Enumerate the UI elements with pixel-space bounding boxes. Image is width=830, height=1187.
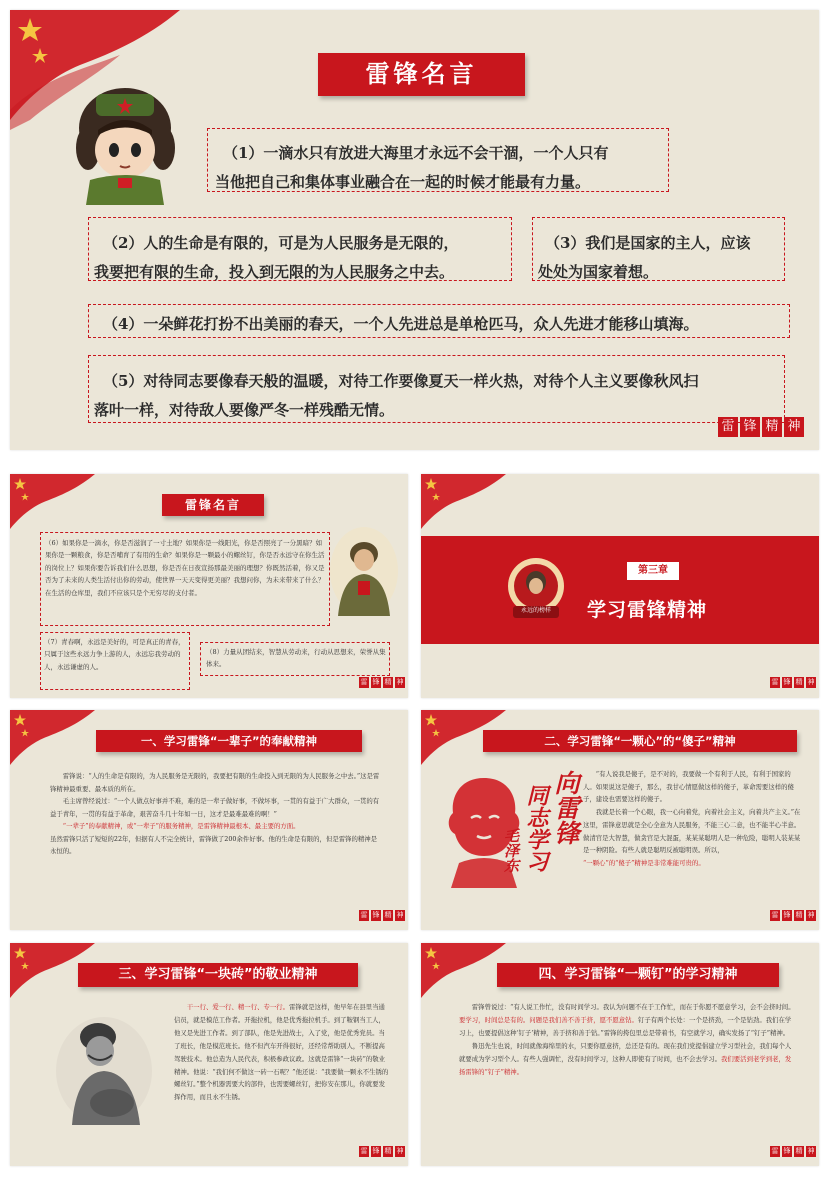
- lei-feng-spirit-tag: [770, 910, 816, 921]
- tag-char: 精: [384, 1147, 392, 1155]
- lei-feng-spirit-tag: [770, 677, 816, 688]
- slide-1: [10, 10, 819, 450]
- slide-title: 雷锋名言: [162, 494, 264, 516]
- tag-char: 神: [807, 678, 815, 686]
- paragraph: [459, 1001, 797, 1040]
- quote-5-line-1: （5）对待同志要像春天般的温暖，对待工作要像夏天一样火热，对待个人主义要像秋风扫: [103, 372, 699, 390]
- tag-char: 神: [396, 911, 404, 919]
- tag-char: 锋: [783, 1147, 791, 1155]
- chapter-band: [421, 536, 819, 644]
- quote-8: （8）力量从团结来，智慧从劳动来，行动从思想来，荣誉从集体来。: [206, 648, 386, 669]
- slide-title: 三、学习雷锋“一块砖”的敬业精神: [78, 963, 358, 987]
- tag-char: 锋: [372, 1147, 380, 1155]
- tag-char: 精: [384, 911, 392, 919]
- tag-char: 雷: [360, 1147, 368, 1155]
- tag-char: 神: [784, 417, 804, 437]
- lei-feng-badge-emblem: [505, 552, 567, 628]
- calligraphy-line: 毛泽东: [502, 828, 520, 873]
- slide-title: 二、学习雷锋“一颗心”的“傻子”精神: [483, 730, 797, 752]
- paragraph: 雷锋说：“人的生命是有限的，为人民服务是无限的，我要把有限的生命投入到无限的为人民服务之中去。”这是雷锋精神最重要、最本质的所在。: [50, 772, 380, 793]
- red-flag-corner-decoration: [10, 474, 100, 534]
- red-flag-corner-decoration: [421, 474, 511, 534]
- slide-4-body: [50, 770, 380, 858]
- lei-feng-spirit-tag: [770, 1146, 816, 1157]
- tag-char: 雷: [360, 678, 368, 686]
- tag-char: 雷: [771, 1147, 779, 1155]
- slide-title: 四、学习雷锋“一颗钉”的学习精神: [497, 963, 779, 987]
- slide-2: [10, 474, 408, 698]
- red-flag-corner-decoration: [10, 710, 100, 770]
- tag-char: 神: [396, 678, 404, 686]
- tag-char: 锋: [372, 911, 380, 919]
- lei-feng-photo: [54, 1015, 154, 1127]
- paragraph: 虽然雷锋只活了短短的22年，但据有人不完全统计，雷锋做了200余件好事。他的生命是有限的，但是雷锋的精神是永恒的。: [50, 834, 378, 855]
- tag-char: 神: [807, 1147, 815, 1155]
- paragraph-highlight: “一辈子”的奉献精神，或“一辈子”的服务精神，是雷锋精神最根本、最主要的方面。: [62, 822, 300, 830]
- tag-char: 精: [384, 678, 392, 686]
- quote-6: （6）如果你是一滴水，你是否滋润了一寸土地？如果你是一线阳光，你是否照亮了一分黑暗？如果你是一颗粮食，你是否哺育了有用的生命？如果你是一颗最小的螺丝钉，你是否永远守在你生活的岗位上？如果你要告诉我们什么思想，你是否在日夜宣扬那最美丽的理想？你既然活着，你又是否为了未来的人类生活付出你的劳动，使世界一天天变得更美丽？我想问你，为未来带来了什么？在生活的仓库里，我们不应该只是个无穷尽的支付者。: [45, 539, 325, 597]
- tag-char: 神: [396, 1147, 404, 1155]
- badge-label: 永远的榜样: [520, 607, 551, 614]
- tag-char: 锋: [740, 417, 760, 437]
- slide-title: 雷锋名言: [318, 53, 525, 96]
- highlight-text: 要学习，时间总是有的。问题是我们善不善于挤，愿不愿意钻。: [459, 1015, 638, 1024]
- tag-char: 神: [807, 911, 815, 919]
- slide-5: [421, 710, 819, 930]
- tag-char: 精: [795, 1147, 803, 1155]
- paragraph: 毛主席曾经说过：“一个人做点好事并不难，难的是一辈子做好事，不做坏事，一贯的有益于广大群众，一贯的有益于青年，一贯的有益于革命，艰苦奋斗几十年如一日，这才是最难最难的啊！”: [50, 797, 380, 818]
- tag-char: 雷: [718, 417, 738, 437]
- paragraph: 我就是长着一个心眼，我一心向着党，向着社会主义，向着共产主义。”在这里，雷锋意思就是全心全意为人民服务，不能三心二意，也不能半心半意。做清官是大智慧，做贪官是大混蛋，某某某聪明人是一种危险，聪明人装某某是一种阴险。有些人就是聪明反被聪明误。所以，: [583, 808, 801, 855]
- chapter-title: 学习雷锋精神: [587, 599, 708, 621]
- lei-feng-portrait-photo: [328, 526, 400, 616]
- highlight-text: 我们要活到老学到老，发扬雷锋的“钉子”精神。: [459, 1054, 792, 1076]
- calligraphy-line: 同志学习: [523, 784, 549, 872]
- tag-char: 雷: [360, 911, 368, 919]
- tag-char: 雷: [771, 678, 779, 686]
- tag-char: 锋: [372, 678, 380, 686]
- body-text: 雷锋就是这样，他早年在县里当通信员，就是模范工作者。开拖拉机，他是优秀拖拉机手。到了鞍钢当工人，他又是先进工作者。到了部队，他是先进战士，入了党，他是优秀党员。当了班长，他是模范班长。他不但汽车开得很好，还经常帮助别人，不断提高驾驶技术。他总造为人民代表，积极参政议政。这就是雷锋“一块砖”的敬业精神。他说：“我们何不做这一砖一石呢？”他还说：“我要做一颗永不生锈的螺丝钉。”整个机器需要大的部件，也需要螺丝钉，把你安在那儿，你就要发挥作用，而且永不生锈。: [174, 1003, 389, 1102]
- paragraph: “有人说我是傻子，是不对的，我要做一个有利于人民，有利于国家的人。如果说这是傻子，那么，我甘心情愿做这样的傻子，革命需要这样的傻子，建设也需要这样的傻子。: [583, 770, 794, 804]
- tag-char: 精: [795, 911, 803, 919]
- slide-3: [421, 474, 819, 698]
- slide-4: [10, 710, 408, 930]
- tag-char: 雷: [771, 911, 779, 919]
- quote-4: （4）一朵鲜花打扮不出美丽的春天，一个人先进总是单枪匹马，众人先进才能移山填海。: [103, 315, 699, 333]
- slide-7: [421, 943, 819, 1166]
- lei-feng-cartoon-icon: [68, 80, 183, 205]
- body-text: 钉子有两个长处：一个是挤劲，一个是钻劲。我们在学习上，也要提倡这种‘钉子’精神，善于挤和善于钻。”雷锋的挎包里总是带着书，有空就学习，确实发扬了“钉子”精神。: [459, 1015, 792, 1037]
- slide-title: 一、学习雷锋“一辈子”的奉献精神: [96, 730, 362, 752]
- paragraph: [174, 1001, 390, 1104]
- paragraph-highlight: “一颗心”的“傻子”精神是非常难能可贵的。: [583, 858, 705, 867]
- paragraph: [459, 1040, 797, 1079]
- quote-3-line-1: （3）我们是国家的主人，应该: [545, 234, 751, 252]
- slide-6-body: [174, 1001, 390, 1104]
- quote-5-line-2: 落叶一样，对待敌人要像严冬一样残酷无情。: [94, 401, 395, 419]
- quote-7: （7）青春啊，永远是美好的，可是真正的青春，只属于这些永远力争上游的人，永远忘我劳动的人，永远谦虚的人。: [44, 638, 185, 671]
- quote-2-line-1: （2）人的生命是有限的，可是为人民服务是无限的，: [103, 234, 459, 252]
- lei-feng-spirit-tag: [359, 677, 405, 688]
- tag-char: 锋: [783, 678, 791, 686]
- lei-feng-spirit-tag: [718, 417, 804, 437]
- quote-2-line-2: 我要把有限的生命，投入到无限的为人民服务之中去。: [94, 263, 455, 281]
- slide-7-body: [459, 1001, 797, 1078]
- slide-6: [10, 943, 408, 1166]
- tag-char: 锋: [783, 911, 791, 919]
- lei-feng-spirit-tag: [359, 1146, 405, 1157]
- tag-char: 精: [762, 417, 782, 437]
- calligraphy-line: 向雷锋: [551, 770, 580, 845]
- quote-1-line-1: （1）一滴水只有放进大海里才永远不会干涸，一个人只有: [223, 144, 609, 162]
- body-text: 雷锋曾说过：“有人说工作忙，没有时间学习。我认为问题不在于工作忙，而在于你愿不愿意学习，会不会挤时间。: [471, 1003, 795, 1011]
- lei-feng-spirit-tag: [359, 910, 405, 921]
- highlight-text: 干一行、爱一行、精一行、专一行。: [186, 1003, 290, 1011]
- chapter-label: 第三章: [627, 562, 679, 580]
- quote-3-line-2: 处处为国家着想。: [538, 263, 659, 281]
- calligraphy: [502, 770, 580, 900]
- quote-1-line-2: 当他把自己和集体事业融合在一起的时候才能最有力量。: [215, 173, 591, 191]
- slide-5-body: [583, 768, 801, 870]
- tag-char: 精: [795, 678, 803, 686]
- body-text: 鲁迅先生也说，时间就像海绵里的水，只要你愿意挤，总还是有的。现在我们党提倡建立学习型社会，我们每个人就要成为学习型个人。有些人强调忙，没有时间学习，这种人即使有了时间，也不会去学习。: [459, 1041, 792, 1063]
